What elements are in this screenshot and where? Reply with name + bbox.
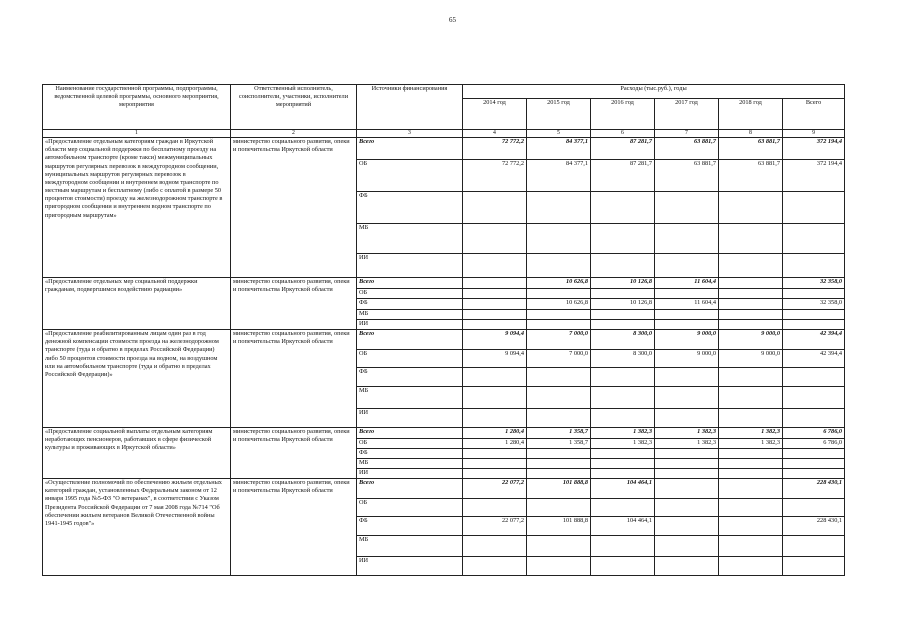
executor-cell: министерство социального развития, опеки и попечительства Иркутской области — [231, 479, 357, 576]
year-value-cell: 1 382,3 — [719, 439, 783, 449]
total-value-cell — [783, 254, 845, 278]
total-value-cell: 32 358,0 — [783, 278, 845, 289]
executor-cell: министерство социального развития, опеки и попечительства Иркутской области — [231, 138, 357, 278]
table-row — [43, 428, 845, 439]
total-value-cell — [783, 499, 845, 517]
total-value-cell — [783, 449, 845, 459]
total-value-cell: 228 430,1 — [783, 517, 845, 536]
year-value-cell — [527, 310, 591, 320]
year-value-cell: 63 881,7 — [655, 160, 719, 192]
year-value-cell — [655, 517, 719, 536]
total-value-cell — [783, 224, 845, 254]
column-number: 8 — [719, 130, 783, 138]
year-value-cell — [527, 224, 591, 254]
column-number: 6 — [591, 130, 655, 138]
total-value-cell — [783, 289, 845, 299]
total-value-cell — [783, 368, 845, 387]
year-value-cell — [527, 459, 591, 469]
year-value-cell — [463, 368, 527, 387]
year-value-cell: 11 604,4 — [655, 299, 719, 310]
year-value-cell — [463, 459, 527, 469]
year-value-cell — [719, 557, 783, 576]
year-value-cell: 9 000,0 — [655, 350, 719, 368]
year-value-cell: 10 626,8 — [527, 278, 591, 289]
year-value-cell — [591, 254, 655, 278]
executor-cell: министерство социального развития, опеки и попечительства Иркутской области — [231, 428, 357, 479]
table-row — [43, 330, 845, 350]
year-value-cell — [463, 254, 527, 278]
year-value-cell: 9 000,0 — [719, 350, 783, 368]
year-value-cell — [527, 289, 591, 299]
year-value-cell: 63 881,7 — [655, 138, 719, 160]
header-program: Наименование государственной программы, подпрограммы, ведомственной целевой программы, основного мероприятия, мероприятия — [43, 85, 231, 130]
year-value-cell — [655, 368, 719, 387]
program-name-cell: «Предоставление социальной выплаты отдельным категориям неработающих пенсионеров, работавших в сфере физической культуры и проживающих в Иркутской области» — [43, 428, 231, 479]
total-value-cell — [783, 536, 845, 557]
program-name-cell: «Предоставление реабилитированным лицам один раз в год денежной компенсации стоимости проезда на железнодорожном транспорте (туда и обратно в пределах Российской Федерации) либо 50 процентов стоимости проезда на водном, на воздушном или на автомобильном транспорте (туда и обратно в пределах Российской Федерации)» — [43, 330, 231, 428]
year-value-cell: 101 888,8 — [527, 479, 591, 499]
year-value-cell — [591, 459, 655, 469]
year-value-cell — [719, 254, 783, 278]
year-value-cell: 22 077,2 — [463, 517, 527, 536]
year-value-cell — [591, 536, 655, 557]
funding-source-cell: ОБ — [357, 499, 463, 517]
budget-table — [42, 84, 845, 576]
year-value-cell — [527, 320, 591, 330]
year-value-cell — [719, 224, 783, 254]
year-value-cell — [655, 192, 719, 224]
year-value-cell: 84 377,1 — [527, 138, 591, 160]
year-value-cell: 1 382,3 — [719, 428, 783, 439]
year-value-cell — [591, 449, 655, 459]
year-value-cell — [655, 224, 719, 254]
funding-source-cell: МБ — [357, 224, 463, 254]
total-value-cell — [783, 409, 845, 428]
page-number: 65 — [449, 16, 456, 24]
year-value-cell — [527, 387, 591, 409]
year-value-cell — [463, 320, 527, 330]
total-value-cell: 6 786,0 — [783, 428, 845, 439]
header-year: 2014 год — [463, 99, 527, 130]
funding-source-cell: Всего — [357, 278, 463, 289]
funding-source-cell: ФБ — [357, 368, 463, 387]
year-value-cell: 11 604,4 — [655, 278, 719, 289]
year-value-cell — [591, 557, 655, 576]
year-value-cell — [527, 254, 591, 278]
total-value-cell — [783, 320, 845, 330]
year-value-cell — [719, 310, 783, 320]
year-value-cell — [463, 449, 527, 459]
total-value-cell: 42 394,4 — [783, 350, 845, 368]
year-value-cell: 63 881,7 — [719, 160, 783, 192]
table-body — [43, 138, 845, 576]
year-value-cell — [719, 469, 783, 479]
year-value-cell: 1 280,4 — [463, 439, 527, 449]
year-value-cell — [655, 320, 719, 330]
column-number: 3 — [357, 130, 463, 138]
year-value-cell — [463, 310, 527, 320]
program-name-cell: «Осуществление полномочий по обеспечению жильем отдельных категорий граждан, установленных Федеральным законом от 12 января 1995 года №5-ФЗ "О ветеранах", в соответствии с Указом Президента Российской Федерации от 7 мая 2008 года №714 "Об обеспечении жильем ветеранов Великой Отечественной войны 1941-1945 годов"» — [43, 479, 231, 576]
year-value-cell: 10 626,8 — [527, 299, 591, 310]
year-value-cell — [655, 557, 719, 576]
year-value-cell — [591, 499, 655, 517]
total-value-cell: 372 194,4 — [783, 138, 845, 160]
funding-source-cell: ФБ — [357, 517, 463, 536]
year-value-cell: 8 300,0 — [591, 330, 655, 350]
total-value-cell — [783, 192, 845, 224]
year-value-cell — [719, 299, 783, 310]
funding-source-cell: ФБ — [357, 449, 463, 459]
year-value-cell — [527, 536, 591, 557]
year-value-cell: 9 000,0 — [719, 330, 783, 350]
year-value-cell: 9 000,0 — [655, 330, 719, 350]
year-value-cell — [655, 536, 719, 557]
year-value-cell — [591, 387, 655, 409]
year-value-cell — [463, 224, 527, 254]
header-total: Всего — [783, 99, 845, 130]
year-value-cell — [719, 536, 783, 557]
column-number: 7 — [655, 130, 719, 138]
year-value-cell — [655, 310, 719, 320]
year-value-cell: 10 126,8 — [591, 278, 655, 289]
year-value-cell — [463, 469, 527, 479]
header-year: 2018 год — [719, 99, 783, 130]
total-value-cell — [783, 459, 845, 469]
year-value-cell: 104 464,1 — [591, 517, 655, 536]
column-number: 5 — [527, 130, 591, 138]
year-value-cell — [463, 278, 527, 289]
year-value-cell — [591, 224, 655, 254]
funding-source-cell: ОБ — [357, 439, 463, 449]
year-value-cell: 72 772,2 — [463, 138, 527, 160]
year-value-cell — [527, 499, 591, 517]
funding-source-cell: ИИ — [357, 254, 463, 278]
total-value-cell — [783, 387, 845, 409]
year-value-cell — [719, 192, 783, 224]
funding-source-cell: ИИ — [357, 320, 463, 330]
total-value-cell: 6 786,0 — [783, 439, 845, 449]
funding-source-cell: ИИ — [357, 557, 463, 576]
year-value-cell — [527, 469, 591, 479]
total-value-cell: 372 194,4 — [783, 160, 845, 192]
year-value-cell — [719, 479, 783, 499]
year-value-cell: 9 094,4 — [463, 350, 527, 368]
table-row — [43, 138, 845, 160]
year-value-cell: 7 000,0 — [527, 350, 591, 368]
year-value-cell — [463, 192, 527, 224]
column-numbers-row — [43, 130, 845, 138]
funding-source-cell: Всего — [357, 479, 463, 499]
year-value-cell: 1 358,7 — [527, 439, 591, 449]
program-name-cell: «Предоставление отдельным категориям граждан в Иркутской области мер социальной поддержки по бесплатному проезду на автомобильном транспорте (кроме такси) межмуниципальных маршрутов регулярных перевозок в междугородном сообщении, муниципальных маршрутов регулярных перевозок в междугородном сообщении и внутреннем водном транспорте по местным маршрутам и бесплатному (либо с оплатой в размере 50 процентов стоимости) проезду на железнодорожном транспорте в пригородном сообщении и внутреннем водном транспорте по пригородным маршрутам» — [43, 138, 231, 278]
year-value-cell — [655, 469, 719, 479]
year-value-cell — [655, 479, 719, 499]
year-value-cell — [591, 310, 655, 320]
header-year: 2017 год — [655, 99, 719, 130]
total-value-cell — [783, 310, 845, 320]
total-value-cell: 42 394,4 — [783, 330, 845, 350]
year-value-cell: 84 377,1 — [527, 160, 591, 192]
year-value-cell: 7 000,0 — [527, 330, 591, 350]
year-value-cell — [527, 368, 591, 387]
funding-source-cell: ОБ — [357, 160, 463, 192]
year-value-cell — [719, 409, 783, 428]
year-value-cell — [655, 254, 719, 278]
year-value-cell: 10 126,8 — [591, 299, 655, 310]
header-executor: Ответственный исполнитель, соисполнители, участники, исполнители мероприятий — [231, 85, 357, 130]
year-value-cell — [719, 320, 783, 330]
header-source: Источники финансирования — [357, 85, 463, 130]
executor-cell: министерство социального развития, опеки и попечительства Иркутской области — [231, 330, 357, 428]
column-number: 1 — [43, 130, 231, 138]
year-value-cell: 9 094,4 — [463, 330, 527, 350]
funding-source-cell: Всего — [357, 330, 463, 350]
funding-source-cell: ФБ — [357, 299, 463, 310]
funding-source-cell: ОБ — [357, 350, 463, 368]
header-year: 2015 год — [527, 99, 591, 130]
year-value-cell: 1 358,7 — [527, 428, 591, 439]
funding-source-cell: Всего — [357, 428, 463, 439]
year-value-cell — [591, 320, 655, 330]
funding-source-cell: МБ — [357, 387, 463, 409]
year-value-cell — [591, 368, 655, 387]
year-value-cell: 101 888,8 — [527, 517, 591, 536]
header-expenses: Расходы (тыс.руб.), годы — [463, 85, 845, 99]
funding-source-cell: ОБ — [357, 289, 463, 299]
funding-source-cell: ИИ — [357, 469, 463, 479]
year-value-cell — [591, 192, 655, 224]
funding-source-cell: ИИ — [357, 409, 463, 428]
year-value-cell — [719, 278, 783, 289]
funding-source-cell: МБ — [357, 459, 463, 469]
year-value-cell — [719, 368, 783, 387]
year-value-cell — [655, 409, 719, 428]
year-value-cell: 1 280,4 — [463, 428, 527, 439]
total-value-cell — [783, 557, 845, 576]
table-row — [43, 479, 845, 499]
year-value-cell: 1 382,3 — [655, 428, 719, 439]
year-value-cell — [527, 557, 591, 576]
year-value-cell: 87 281,7 — [591, 160, 655, 192]
year-value-cell — [719, 499, 783, 517]
year-value-cell — [655, 449, 719, 459]
year-value-cell — [719, 517, 783, 536]
year-value-cell: 22 077,2 — [463, 479, 527, 499]
table-row — [43, 278, 845, 289]
funding-source-cell: Всего — [357, 138, 463, 160]
year-value-cell — [463, 499, 527, 517]
year-value-cell — [527, 449, 591, 459]
funding-source-cell: МБ — [357, 536, 463, 557]
year-value-cell — [655, 387, 719, 409]
funding-source-cell: МБ — [357, 310, 463, 320]
year-value-cell — [655, 289, 719, 299]
year-value-cell — [527, 409, 591, 428]
year-value-cell: 104 464,1 — [591, 479, 655, 499]
year-value-cell: 1 382,3 — [591, 439, 655, 449]
year-value-cell — [719, 387, 783, 409]
year-value-cell: 1 382,3 — [655, 439, 719, 449]
year-value-cell — [719, 289, 783, 299]
year-value-cell: 1 382,3 — [591, 428, 655, 439]
program-name-cell: «Предоставление отдельных мер социальной поддержки гражданам, подвергшимся воздействию радиации» — [43, 278, 231, 330]
year-value-cell — [463, 409, 527, 428]
year-value-cell — [463, 289, 527, 299]
column-number: 9 — [783, 130, 845, 138]
year-value-cell — [591, 469, 655, 479]
year-value-cell — [527, 192, 591, 224]
total-value-cell: 228 430,1 — [783, 479, 845, 499]
year-value-cell — [655, 499, 719, 517]
header-year: 2016 год — [591, 99, 655, 130]
total-value-cell — [783, 469, 845, 479]
executor-cell: министерство социального развития, опеки и попечительства Иркутской области — [231, 278, 357, 330]
year-value-cell: 63 881,7 — [719, 138, 783, 160]
year-value-cell: 72 772,2 — [463, 160, 527, 192]
year-value-cell — [591, 289, 655, 299]
column-number: 2 — [231, 130, 357, 138]
year-value-cell — [463, 557, 527, 576]
total-value-cell: 32 358,0 — [783, 299, 845, 310]
year-value-cell — [591, 409, 655, 428]
year-value-cell — [719, 449, 783, 459]
year-value-cell — [463, 387, 527, 409]
year-value-cell: 87 281,7 — [591, 138, 655, 160]
funding-source-cell: ФБ — [357, 192, 463, 224]
year-value-cell — [655, 459, 719, 469]
year-value-cell — [463, 299, 527, 310]
column-number: 4 — [463, 130, 527, 138]
year-value-cell — [719, 459, 783, 469]
year-value-cell: 8 300,0 — [591, 350, 655, 368]
year-value-cell — [463, 536, 527, 557]
